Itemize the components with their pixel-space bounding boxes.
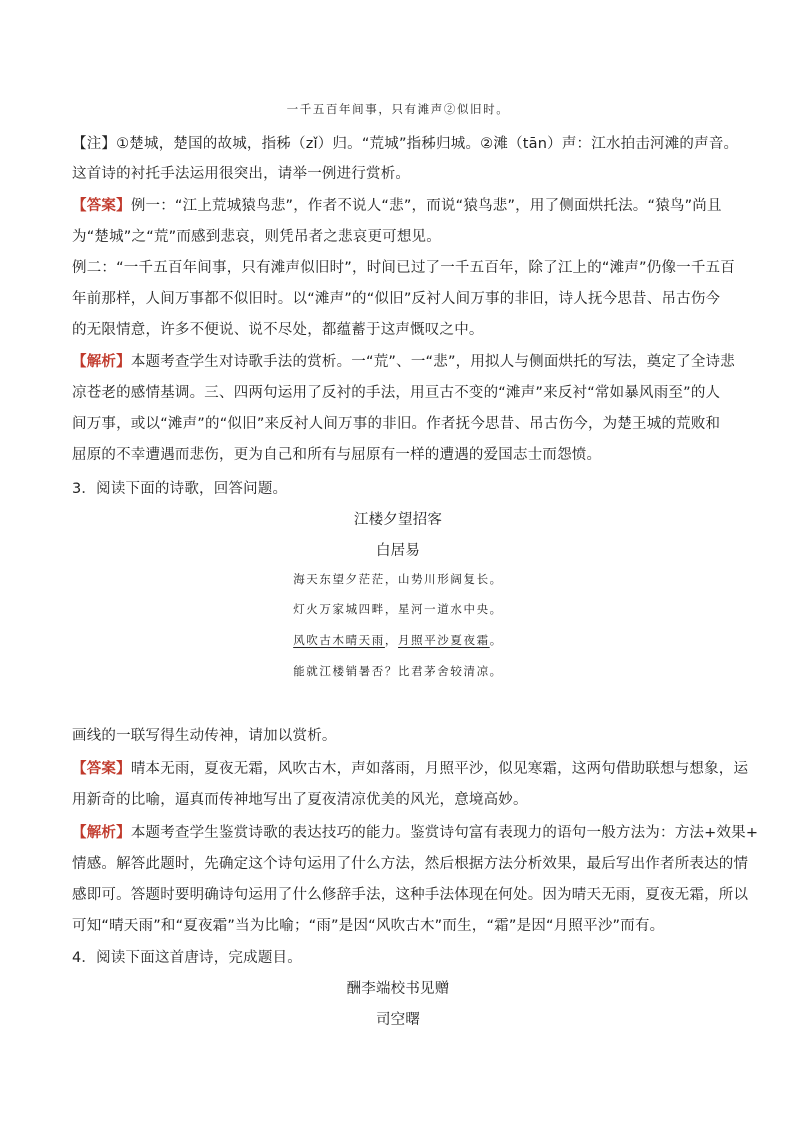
analysis-line: 情感。解答此题时，先确定这个诗句运用了什么方法，然后根据方法分析效果，最后写出作者所表达的情	[72, 856, 749, 872]
answer-label: 【答案】	[72, 761, 131, 777]
poem-title: 酬李端校书见赠	[346, 981, 450, 997]
answer-text: 例一：“江上荒城猿鸟悲”，作者不说人“悲”，而说“猿鸟悲”，用了侧面烘托法。“猿鸟”尚且	[130, 198, 722, 214]
answer-line	[72, 194, 724, 215]
analysis-line: 感即可。答题时要明确诗句运用了什么修辞手法，这种手法体现在何处。因为晴天无雨，夏夜无霜，所以	[72, 887, 749, 903]
analysis-text: 本题考查学生对诗歌手法的赏析。一“荒”、一“悲”，用拟人与侧面烘托的写法，奠定了全诗悲	[130, 354, 735, 370]
answer-line	[72, 757, 749, 778]
question-3-heading: 3．阅读下面的诗歌，回答问题。	[72, 481, 288, 497]
underlined-phrase: 月照平沙夏夜霜	[398, 633, 490, 647]
question-3: 画线的一联写得生动传神，请加以赏析。	[72, 728, 337, 744]
note-label: 【注】	[72, 136, 117, 152]
analysis-line: 屈原的不幸遭遇而悲伤，更为自己和所有与屈原有一样的遭遇的爱国志士而怨愤。	[72, 447, 602, 463]
poem-author: 司空曙	[375, 1012, 421, 1028]
poem-title: 江楼夕望招客	[353, 512, 443, 528]
answer-line: 为“楚城”之“荒”而感到悲哀，则凭吊者之悲哀更可想见。	[72, 229, 441, 245]
analysis-line: 可知“晴天雨”和“夏夜霜”当为比喻；“雨”是因“风吹古木”而生，“霜”是因“月照平沙”而有。	[72, 918, 665, 934]
analysis-text: 本题考查学生鉴赏诗歌的表达技巧的能力。鉴赏诗句富有表现力的语句一般方法为：方法+效果+	[130, 825, 759, 841]
analysis-line: 间万事，或以“滩声”的“似旧”来反衬人间万事的非旧。作者抚今思昔、吊古伤今，为楚王城的荒败和	[72, 416, 721, 432]
analysis-label: 【解析】	[72, 825, 131, 841]
answer-line: 例二：“一千五百年间事，只有滩声似旧时”，时间已过了一千五百年，除了江上的“滩声”仍像一千五百	[72, 260, 735, 276]
answer-line: 年前那样，人间万事都不似旧时。以“滩声”的“似旧”反衬人间万事的非旧，诗人抚今思昔、吊古伤今	[72, 291, 721, 307]
note-text: ①楚城，楚国的故城，指秭（zǐ）归。“荒城”指秭归城。②滩（tān）声：江水拍击河滩的声音。	[116, 136, 739, 152]
analysis-label: 【解析】	[72, 354, 131, 370]
analysis-line	[72, 821, 759, 842]
answer-text: 晴本无雨，夏夜无霜，风吹古木，声如落雨，月照平沙，似见寒霜，这两句借助联想与想象，运	[130, 761, 749, 777]
poem-last-line: 一千五百年间事，只有滩声②似旧时。	[286, 102, 510, 116]
analysis-line: 凉苍老的感情基调。三、四两句运用了反衬的手法，用亘古不变的“滩声”来反衬“常如暴风雨至”的人	[72, 385, 721, 401]
poem-line: 海天东望夕茫茫，山势川形阔复长。	[293, 572, 503, 586]
note-paragraph	[72, 132, 739, 153]
poem-punctuation: 。	[489, 633, 503, 647]
answer-line: 的无限情意，许多不便说、说不尽处，都蕴蓄于这声慨叹之中。	[72, 322, 484, 338]
question-4-heading: 4．阅读下面这首唐诗，完成题目。	[72, 950, 302, 966]
poem-line: 能就江楼销暑否？比君茅舍较清凉。	[293, 664, 503, 678]
analysis-line	[72, 350, 735, 371]
poem-line-underlined	[72, 632, 724, 648]
poem-author: 白居易	[375, 543, 421, 559]
answer-line: 用新奇的比喻，逼真而传神地写出了夏夜清凉优美的风光，意境高妙。	[72, 792, 528, 808]
underlined-phrase: 风吹古木晴天雨	[293, 633, 385, 647]
poem-punctuation: ，	[384, 633, 398, 647]
answer-label: 【答案】	[72, 198, 131, 214]
poem-line: 灯火万家城四畔，星河一道水中央。	[293, 602, 503, 616]
question-2: 这首诗的衬托手法运用很突出，请举一例进行赏析。	[72, 166, 411, 182]
